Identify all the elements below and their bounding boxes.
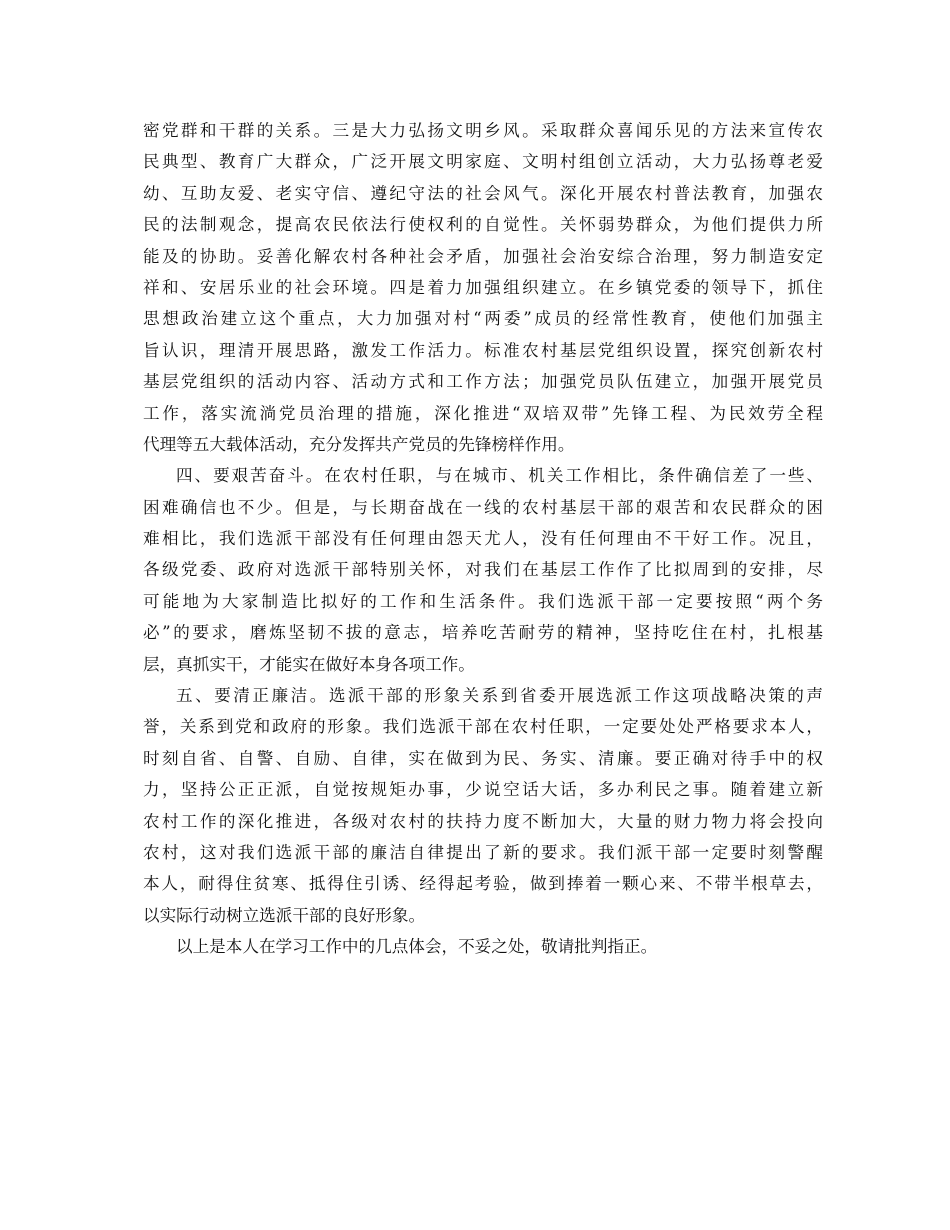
text-line: 以实际行动树立选派干部的良好形象。 <box>143 905 426 925</box>
paragraph-first-line: 以上是本人在学习工作中的几点体会，不妥之处，敬请批判指正。 <box>176 937 658 957</box>
text-line: 代理等五大载体活动，充分发挥共产党员的先锋榜样作用。 <box>143 434 575 454</box>
text-line: 祥和、安居乐业的社会环境。四是着力加强组织建立。在乡镇党委的领导下，抓住 <box>143 277 823 297</box>
text-line: 难相比，我们选派干部没有任何理由怨天尤人，没有任何理由不干好工作。况且， <box>143 529 823 549</box>
text-line: 旨认识，理清开展思路，激发工作活力。标准农村基层党组织设置，探究创新农村 <box>143 340 823 360</box>
text-line: 困难确信也不少。但是，与长期奋战在一线的农村基层干部的艰苦和农民群众的困 <box>143 497 823 517</box>
text-line: 幼、互助友爱、老实守信、遵纪守法的社会风气。深化开展农村普法教育，加强农 <box>143 183 823 203</box>
text-line: 民典型、教育广大群众，广泛开展文明家庭、文明村组创立活动，大力弘扬尊老爱 <box>143 152 823 172</box>
text-line: 力，坚持公正正派，自觉按规矩办事，少说空话大话，多办利民之事。随着建立新 <box>143 780 823 800</box>
document-body <box>143 115 823 963</box>
text-line: 各级党委、政府对选派干部特别关怀，对我们在基层工作作了比拟周到的安排，尽 <box>143 560 823 580</box>
text-line: 民的法制观念，提高农民依法行使权利的自觉性。关怀弱势群众，为他们提供力所 <box>143 215 823 235</box>
text-line: 誉，关系到党和政府的形象。我们选派干部在农村任职，一定要处处严格要求本人， <box>143 717 823 737</box>
text-line: 农村工作的深化推进，各级对农村的扶持力度不断加大，大量的财力物力将会投向 <box>143 811 823 831</box>
text-line: 能及的协助。妥善化解农村各种社会矛盾，加强社会治安综合治理，努力制造安定 <box>143 246 823 266</box>
text-line: 工作，落实流淌党员治理的措施，深化推进“双培双带”先锋工程、为民效劳全程 <box>143 403 823 423</box>
text-line: 密党群和干群的关系。三是大力弘扬文明乡风。采取群众喜闻乐见的方法来宣传农 <box>143 121 823 140</box>
text-line: 农村，这对我们选派干部的廉洁自律提出了新的要求。我们派干部一定要时刻警醒 <box>143 842 823 862</box>
text-line: 思想政治建立这个重点，大力加强对村“两委”成员的经常性教育，使他们加强主 <box>143 309 823 329</box>
text-line: 本人，耐得住贫寒、抵得住引诱、经得起考验，做到捧着一颗心来、不带半根草去， <box>143 874 823 894</box>
text-line: 时刻自省、自警、自励、自律，实在做到为民、务实、清廉。要正确对待手中的权 <box>143 748 823 768</box>
paragraph-first-line: 五、要清正廉洁。选派干部的形象关系到省委开展选派工作这项战略决策的声 <box>176 686 823 706</box>
text-line: 必”的要求，磨炼坚韧不拔的意志，培养吃苦耐劳的精神，坚持吃住在村，扎根基 <box>143 623 823 643</box>
paragraph-first-line: 四、要艰苦奋斗。在农村任职，与在城市、机关工作相比，条件确信差了一些、 <box>176 466 823 486</box>
text-line: 层，真抓实干，才能实在做好本身各项工作。 <box>143 654 475 674</box>
text-line: 可能地为大家制造比拟好的工作和生活条件。我们选派干部一定要按照“两个务 <box>143 591 823 611</box>
text-line: 基层党组织的活动内容、活动方式和工作方法；加强党员队伍建立，加强开展党员 <box>143 372 823 392</box>
